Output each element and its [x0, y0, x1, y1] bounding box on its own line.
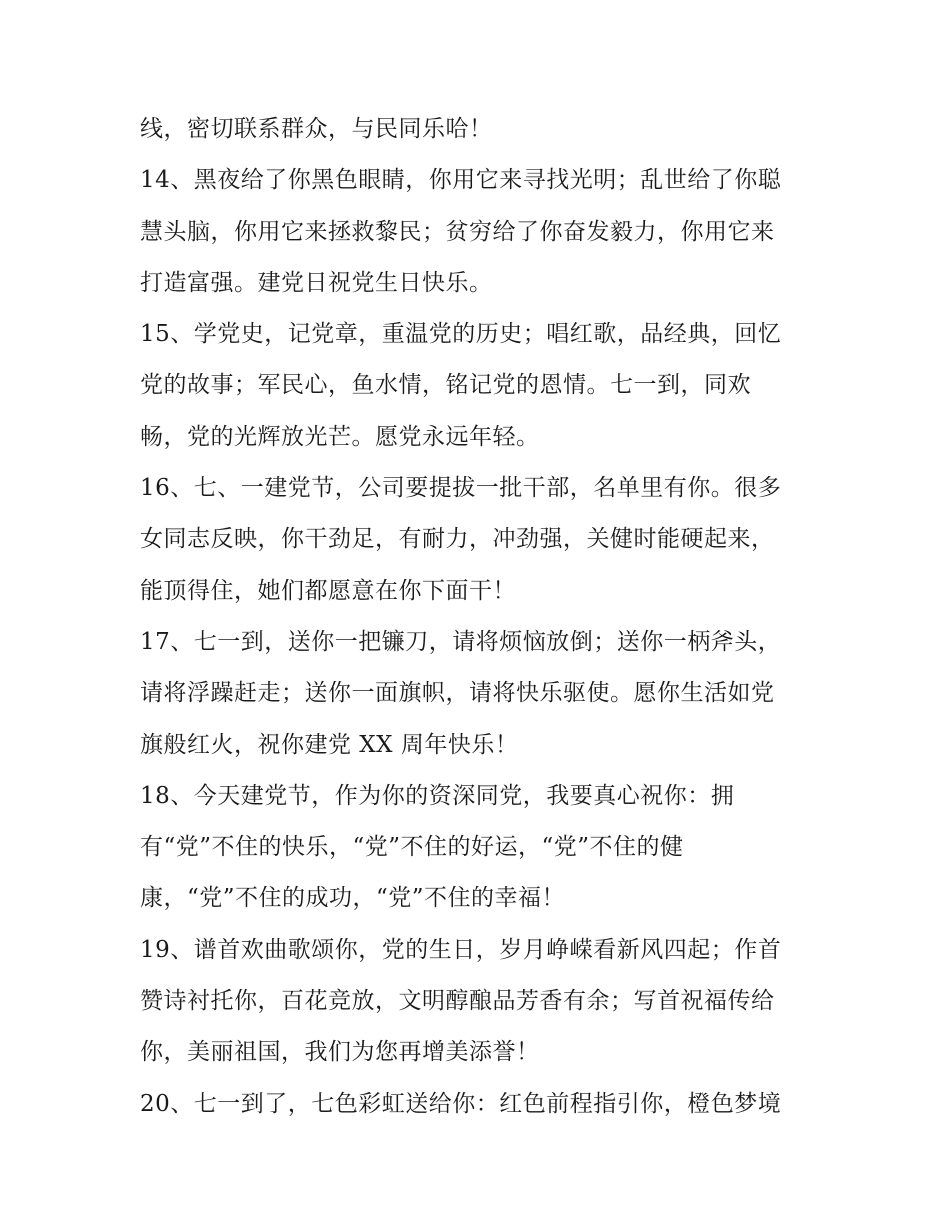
text-line: 慧头脑，你用它来拯救黎民；贫穷给了你奋发毅力，你用它来	[140, 218, 775, 245]
text-line: 旗般红火，祝你建党 XX 周年快乐！	[140, 731, 519, 758]
text-line: 你，美丽祖国，我们为您再增美添誉！	[140, 1039, 540, 1066]
document-body	[140, 104, 830, 1130]
text-line: 康，“党”不住的成功，“党”不住的幸福！	[140, 885, 566, 912]
text-line: 女同志反映，你干劲足，有耐力，冲劲强，关健时能硬起来，	[140, 526, 775, 553]
text-line: 16、七、一建党节，公司要提拔一批干部，名单里有你。很多	[140, 475, 782, 502]
text-line: 畅，党的光辉放光芒。愿党永远年轻。	[140, 423, 540, 450]
text-line: 14、黑夜给了你黑色眼睛，你用它来寻找光明；乱世给了你聪	[140, 167, 782, 194]
text-line: 赞诗衬托你，百花竞放，文明醇酿品芳香有余；写首祝福传给	[140, 988, 775, 1015]
text-line: 20、七一到了，七色彩虹送给你：红色前程指引你，橙色梦境	[140, 1090, 782, 1117]
text-line: 有“党”不住的快乐，“党”不住的好运，“党”不住的健	[140, 834, 684, 861]
text-line: 打造富强。建党日祝党生日快乐。	[140, 269, 493, 296]
text-line: 18、今天建党节，作为你的资深同党，我要真心祝你：拥	[140, 782, 735, 809]
text-line: 线，密切联系群众，与民同乐哈！	[140, 116, 493, 142]
text-line: 党的故事；军民心，鱼水情，铭记党的恩情。七一到，同欢	[140, 372, 751, 399]
text-line: 19、谱首欢曲歌颂你，党的生日，岁月峥嵘看新风四起；作首	[140, 936, 782, 963]
text-line: 请将浮躁赶走；送你一面旗帜，请将快乐驱使。愿你生活如党	[140, 680, 775, 707]
text-line: 能顶得住，她们都愿意在你下面干！	[140, 577, 516, 604]
text-line: 15、学党史，记党章，重温党的历史；唱红歌，品经典，回忆	[140, 321, 782, 348]
text-line: 17、七一到，送你一把镰刀，请将烦恼放倒；送你一柄斧头，	[140, 628, 782, 655]
